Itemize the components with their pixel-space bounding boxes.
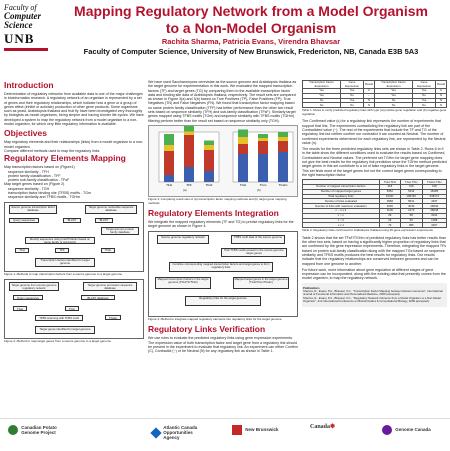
potato-genome-logo: Canadian Potato Genome Project <box>8 425 57 435</box>
column-right <box>302 80 447 307</box>
table-1 <box>302 80 447 108</box>
objective-item: Map regulatory elements and their relationships (links) from a model organism to a non-model organism <box>4 140 144 149</box>
fig2-blast: BLAST database <box>81 295 115 300</box>
chart-bar <box>258 141 268 154</box>
chart-category-label: TGHm <box>278 182 288 187</box>
col3-text-3: Table 2 shows that the set TFsF/TGHm of predicted regulatory links has better results than the other two sets, based on having a significantly higher proportion of regulatory links that are confirmed by the gene expression experiments. Therefore, integrating the mapped TFs based on protein sub-family classification along with the mapped TGs based on sequence similarity and TFBS motifs produces the best results for regulatory links. Our results indicate that the regulatory relationships are conserved between genomes and can be mapped from one genome to another. <box>302 235 447 266</box>
fig2-tghm: TGHm <box>105 315 121 320</box>
table-row: Number of mapped transcription factors 318 318 318 <box>303 185 447 190</box>
table-1-caption: Table 1: Rules to verify predicted regulatory links with type (a) positive gene regulation and (b) negative gene regulation <box>302 108 447 116</box>
faculty-logo: Faculty of Computer Science UNB <box>4 4 52 54</box>
chart-category-label: TFF <box>186 182 192 187</box>
unb-logo-text: UNB <box>4 31 35 46</box>
fig1-tfsf: TFsF <box>101 248 115 253</box>
chart-bar <box>184 167 194 182</box>
chart-bar <box>278 152 288 182</box>
chart-bar <box>238 129 248 137</box>
chart-bar <box>278 141 288 152</box>
poster-body <box>0 80 450 418</box>
chart-bar <box>204 145 214 150</box>
fig3-label-a: (a) <box>183 187 187 192</box>
fig1-query: Query sequences <box>9 218 39 223</box>
chart-category-label: TFH <box>166 182 172 187</box>
poster-header <box>0 0 450 58</box>
objective-item: Compare different methods used to map the regulatory links <box>4 148 100 153</box>
chart-bar <box>278 137 288 141</box>
chart-bar <box>204 171 214 182</box>
rei-text: We integrate the mapped regulatory elements (TF and TG) to predict regulatory links for the target genome as shown in Figure 4. <box>148 220 294 229</box>
chart-bar <box>164 145 174 151</box>
objectives-heading: Objectives <box>4 128 47 139</box>
fig4-links: Regulatory links for the target genome <box>185 296 261 306</box>
fig4-pick: Pick TFBS motifs present in the source genome target genes <box>221 248 287 257</box>
table-row: Yes Yes C Yes Yes C <box>303 89 447 94</box>
rem-item: transcription factor binding site (TFBS) motifs - TGm <box>8 191 92 196</box>
table-row: c − n ≥ 2 1109 2173 28648 <box>303 209 447 214</box>
table-2-header: TGH TFH TGm TFH TGHm TFH <box>303 180 447 185</box>
col3-text-4: For future work, more information about gene regulation at different stages of gene expression can be incorporated, along with the existing data that presently comes from the model organism, to map the regulatory network. <box>302 267 446 281</box>
figure-4-caption: Figure 4: Method to integrate mapped regulatory elements into regulatory links for the target genome <box>148 316 282 321</box>
figure-2-caption: Figure 2: Method to map target genes from a source genome to a target genome <box>4 339 112 344</box>
chart-bar <box>164 151 174 175</box>
figure-1-diagram <box>4 202 144 272</box>
chart-category-label: TGH <box>239 182 247 187</box>
rem-heading: Regulatory Elements Mapping <box>4 153 126 164</box>
fig2-tgh: TGH <box>13 306 27 311</box>
chart-bar <box>238 144 248 154</box>
fig1-tfh: TFH <box>15 248 29 253</box>
fig1-source-db: Source genome transcription factor database <box>9 205 57 214</box>
table-row: Number of mapped target genes 5352 5232 18185 <box>303 189 447 194</box>
table-row: No No N No No N <box>303 103 447 108</box>
chart-bar <box>184 131 194 135</box>
chart-bar <box>258 138 268 141</box>
rei-heading: Regulatory Elements Integration <box>148 208 279 219</box>
fig2-promoter: Target genome promoters sequence database <box>83 282 137 291</box>
chart-bar <box>238 137 248 144</box>
chart-bar <box>204 150 214 171</box>
figure-2-diagram <box>4 279 144 339</box>
chart-bar <box>184 126 194 132</box>
chart-category-label: TGm <box>259 182 267 187</box>
col3-text-1: The Confirmed value (c) for a regulatory link represents the number of experiments that support that link. The experiments contradicting the regulatory link are part of the Contradicted value (−). The rest of the experiments that include the TF and TG of the regulatory link but neither confirm nor contradict it are counted as Neutral. The number of confirmed experiments determined for each regulatory link, are represented by the Neutral value (n). <box>302 119 446 145</box>
table-2 <box>302 179 447 228</box>
table-2-caption: Table 2: Regulatory links confirmed for Arabidopsis thaliana using 45 gene expression experiments <box>302 228 433 233</box>
affiliation: Faculty of Computer Science, University of New Brunswick, Fredericton, NB, Canada E3B 5A3 <box>83 47 419 56</box>
chart-bar <box>238 154 248 182</box>
genome-canada-logo: Genome Canada <box>382 425 431 435</box>
chart-bar <box>184 135 194 167</box>
table-row: No Yes N No Yes N <box>303 98 447 103</box>
rlv-heading: Regulatory Links Verification <box>148 324 266 335</box>
rem-item: Map transcription factors based on (Figure1) <box>4 165 75 170</box>
chart-category-label: TFsF <box>205 182 213 187</box>
figure-1-caption: Figure 1: Methods to map transcription factors from a source genome to a target genome <box>4 271 123 276</box>
fig1-blast-2: BLAST <box>95 218 113 223</box>
table-row: Number of links with maximum evaluation 2006 3039 28646 <box>303 204 447 209</box>
poster-title: Mapping Regulatory Network from a Model Organism to a Non-Model Organism <box>74 3 428 36</box>
chart-bar <box>164 134 174 145</box>
fig1-target-db: Target genome nucleotide sequence database <box>85 205 137 214</box>
fig1-identify: Identify sequences using InterProScan based on same family or sub-family <box>25 237 95 244</box>
fig2-tgm: TGm <box>65 306 79 311</box>
chart-bar <box>204 140 214 145</box>
chart-bar <box>278 132 288 137</box>
table-row: c ≥ 1 79 386 4467 <box>303 223 447 228</box>
rem-item: sequence similarity and TFBS motifs - TGHm <box>8 195 80 200</box>
intro-heading: Introduction <box>4 80 54 90</box>
potato-leaf-icon <box>8 425 18 435</box>
rem-item: sequence similarity - TGH <box>8 186 50 191</box>
table-row: Number of links evaluated 3958 8631 4937 <box>303 199 447 204</box>
col3-text-2: The results for the three predicted regulatory links sets are shown in Table 2. Rows 6 to 9 in the table show the different conditions used to evaluate the results based on Confirmed, Contradicted and Neutral values. The preferred set TGHm for target gene mapping does not give the best results for the regulatory link prediction since the TGHm method predicted target genes in this set contribute to a lot of false regulatory links in the target genome. This set finds most of the target genes but not the correct target genes corresponding to the right transcription factor. <box>302 147 447 177</box>
rem-item: protein family classification - TFF <box>8 173 61 178</box>
column-middle <box>148 80 298 356</box>
fig1-family-db: Target genome protein family database <box>101 227 139 235</box>
column-left <box>4 80 144 347</box>
figure-4-diagram <box>148 231 298 317</box>
table-row: Yes No − Yes No N <box>303 93 447 98</box>
chart-bar <box>258 154 268 182</box>
fig1-result: Transcription factors identified for target genome <box>35 258 95 267</box>
figure-3-caption: Figure 3: Comparing result sets of (a) transcription factor mapping methods and (b) target gene mapping methods <box>148 196 287 205</box>
authors: Rachita Sharma, Patricia Evans, Virendra Bhavsar <box>161 37 341 46</box>
acoa-icon <box>150 427 161 438</box>
fig1-tff: TFF <box>55 248 69 253</box>
table-row: c > 2 26 56 1068 <box>303 218 447 223</box>
intro-text: Determination of regulatory networks from available data is one of the major challenges in bioinformatics research. A regulatory network of an organism is represented by a set of genes and their regulatory relationships, which indicate how a gene or a group of genes affect (inhibit or activate) production of other gene products. Some organisms such as yeast, Arabidopsis thaliana and fruit fly have been investigated very thoroughly by biologists as model organisms, being simpler and having shorter life cycles. We have developed a system to map the regulatory network from a model organism to a non-model organism, for which very little regulatory information is available. <box>4 92 144 127</box>
new-brunswick-logo: New Brunswick <box>232 425 279 435</box>
fig2-result: Target genes identified for target genome <box>35 326 95 334</box>
fig4-source: Source genome regulatory network <box>157 235 209 244</box>
fig2-query: Query sequences <box>13 295 43 300</box>
fig2-scan: TFBS scanning with TFBS motif <box>35 315 83 321</box>
fig4-mapped-tf: Mapped transcription factors in the target genome (TFH/TF/TFsF) <box>155 277 211 289</box>
rem-item: protein sub-family classification - TFsF <box>8 178 70 183</box>
canada-wordmark: Canada✽ <box>310 424 336 430</box>
chart-bar <box>258 134 268 138</box>
table-row: c > n 29 58 3014 <box>303 213 447 218</box>
figure-3-svg <box>149 126 297 190</box>
publications-heading: Publications <box>303 285 320 290</box>
fig3-label-b: (b) <box>257 187 261 192</box>
fig4-tfbs: TFBS motif data of the source genome <box>231 235 285 244</box>
chart-bar <box>164 175 174 182</box>
rlv-text: We use rules to evaluate the predicted regulatory links using gene expression experiments. The expression value of both transcription factor and target gene from a regulatory link should be present in the experiment to evaluate that regulatory link. An experiment can either Confirm (C), Contradict (−) or be Neutral (N) for any regulatory link as shown in Table 1. <box>148 336 298 354</box>
rem-item: sequence similarity - TFH <box>8 169 49 174</box>
nb-flag-icon <box>232 425 242 435</box>
publications-text: Sharma, R., Evans, P.A., Bhavsar, V.C., "Transcription Factor Mapping between Histone Genomes", International Journal of Functional Informatics and Personalised Medicine, 2009 (accepted). Sharma, R., Evans, P.A., Bhavsar, V.C., "Regulatory Network Inference from a Model Organism to a Non-Model Organism", 2nd International Conference on Bioinformatics & Computational Biology, 2009 (accepted). <box>303 289 443 303</box>
fig1-blast: BLAST <box>63 218 81 223</box>
acoa-logo: Atlantic Canada Opportunities Agency <box>152 425 197 440</box>
table-row: Total regulatory links 15421 186153 538174 <box>303 194 447 199</box>
figure-3-charts <box>148 125 298 197</box>
rem-item: Map target genes based on (Figure 2) <box>4 182 65 187</box>
col2-text-1: We have used Saccharomyces cerevisiae as the source genome and Arabidopsis thaliana as the target genome for experimentation in this work. We evaluated the mapped transcription factors (TF) and target genes (TG) by comparing them to the available transcription factor data and binding site data of Arabidopsis thaliana, respectively. The result sets are compared as shown in Figure 3(a) and 3(b) based on True Positives (TP), False Positives (FP), True Negatives (TN) and False Negatives (FN). We found that transcription factor mapping based on same protein family classification (TFF) has better performance than the other two result sets based on sequence similarity (TFH) and sub-family classification (TFsF). Similarly target genes mapped using TFBS motifs (TGm) and sequence similarity with TFBS motifs (TGHm) filtering perform better than the result set based on sequence similarity only (TGH). <box>148 80 297 123</box>
sponsor-footer <box>0 418 450 451</box>
publications-box <box>302 283 447 307</box>
table-1-header: Transcription Factor Expression Gene Expression Result Transcription Factor Expression Gene Expression Result <box>303 81 447 89</box>
fig4-combine: Combine corresponding mapped transcription factors and target genes to form regulatory links <box>169 262 273 272</box>
fig2-target: Target genome from source genome regulatory network <box>9 282 59 291</box>
fig4-mapped-tg: Mapped target genes in the target genome (TGH/TGm/TGHm) <box>233 277 289 289</box>
genome-canada-icon <box>382 425 392 435</box>
